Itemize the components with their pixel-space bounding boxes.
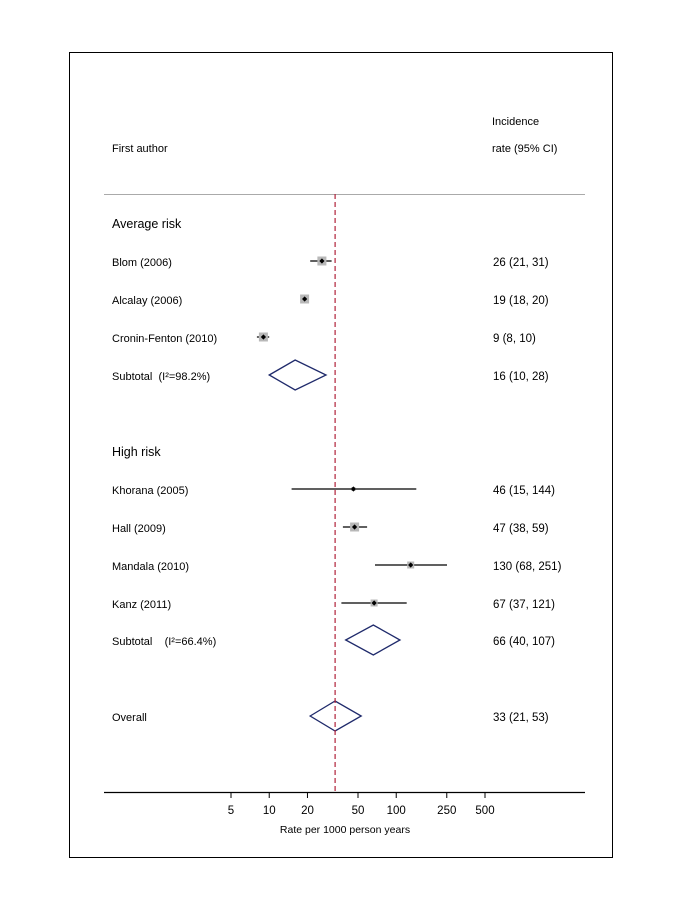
study-row [112,257,549,270]
study-label: Blom (2006) [112,257,172,269]
ci-text: 26 (21, 31) [493,257,549,269]
ci-text: 19 (18, 20) [493,295,549,307]
subtotal-row [112,625,555,655]
subtotal-row [112,360,549,390]
x-tick-label: 10 [262,805,276,817]
ci-text: 67 (37, 121) [493,599,556,611]
x-tick-label: 500 [475,805,495,817]
ci-text: 46 (15, 144) [493,485,556,497]
study-row [112,485,555,497]
study-row [112,295,549,308]
subtotal-diamond [346,625,400,655]
study-label: Kanz (2011) [112,599,172,611]
overall-label: Overall [112,712,147,724]
ci-text: 130 (68, 251) [493,561,562,573]
study-row [112,599,555,611]
study-label: Alcalay (2006) [112,295,183,307]
study-label: Hall (2009) [112,523,166,535]
study-label: Cronin-Fenton (2010) [112,333,218,345]
x-tick-label: 50 [351,805,365,817]
ci-text: 9 (8, 10) [493,333,536,345]
ci-text: 16 (10, 28) [493,371,549,383]
ci-text: 47 (38, 59) [493,523,549,535]
group-heading-average-risk: Average risk [112,217,182,231]
study-row [112,333,536,346]
subtotal-label: Subtotal (I²=98.2%) [112,371,211,383]
ci-text: 66 (40, 107) [493,636,556,648]
header-study-column: First author [112,143,168,155]
x-axis-label: Rate per 1000 person years [279,824,411,836]
x-axis-ticks [228,792,495,817]
subtotal-diamond [269,360,326,390]
study-row [112,523,549,536]
group-heading-high-risk: High risk [112,445,161,459]
study-row [112,561,562,573]
header-estimate-line2: rate (95% CI) [492,143,558,155]
x-tick-label: 100 [386,805,406,817]
overall-row [112,701,549,731]
x-tick-label: 250 [437,805,457,817]
x-tick-label: 20 [301,805,314,817]
study-label: Khorana (2005) [112,485,189,497]
x-tick-label: 5 [227,805,235,817]
header-estimate-line1: Incidence [492,116,540,128]
study-label: Mandala (2010) [112,561,190,573]
ci-text: 33 (21, 53) [493,712,549,724]
subtotal-label: Subtotal (I²=66.4%) [112,636,217,648]
